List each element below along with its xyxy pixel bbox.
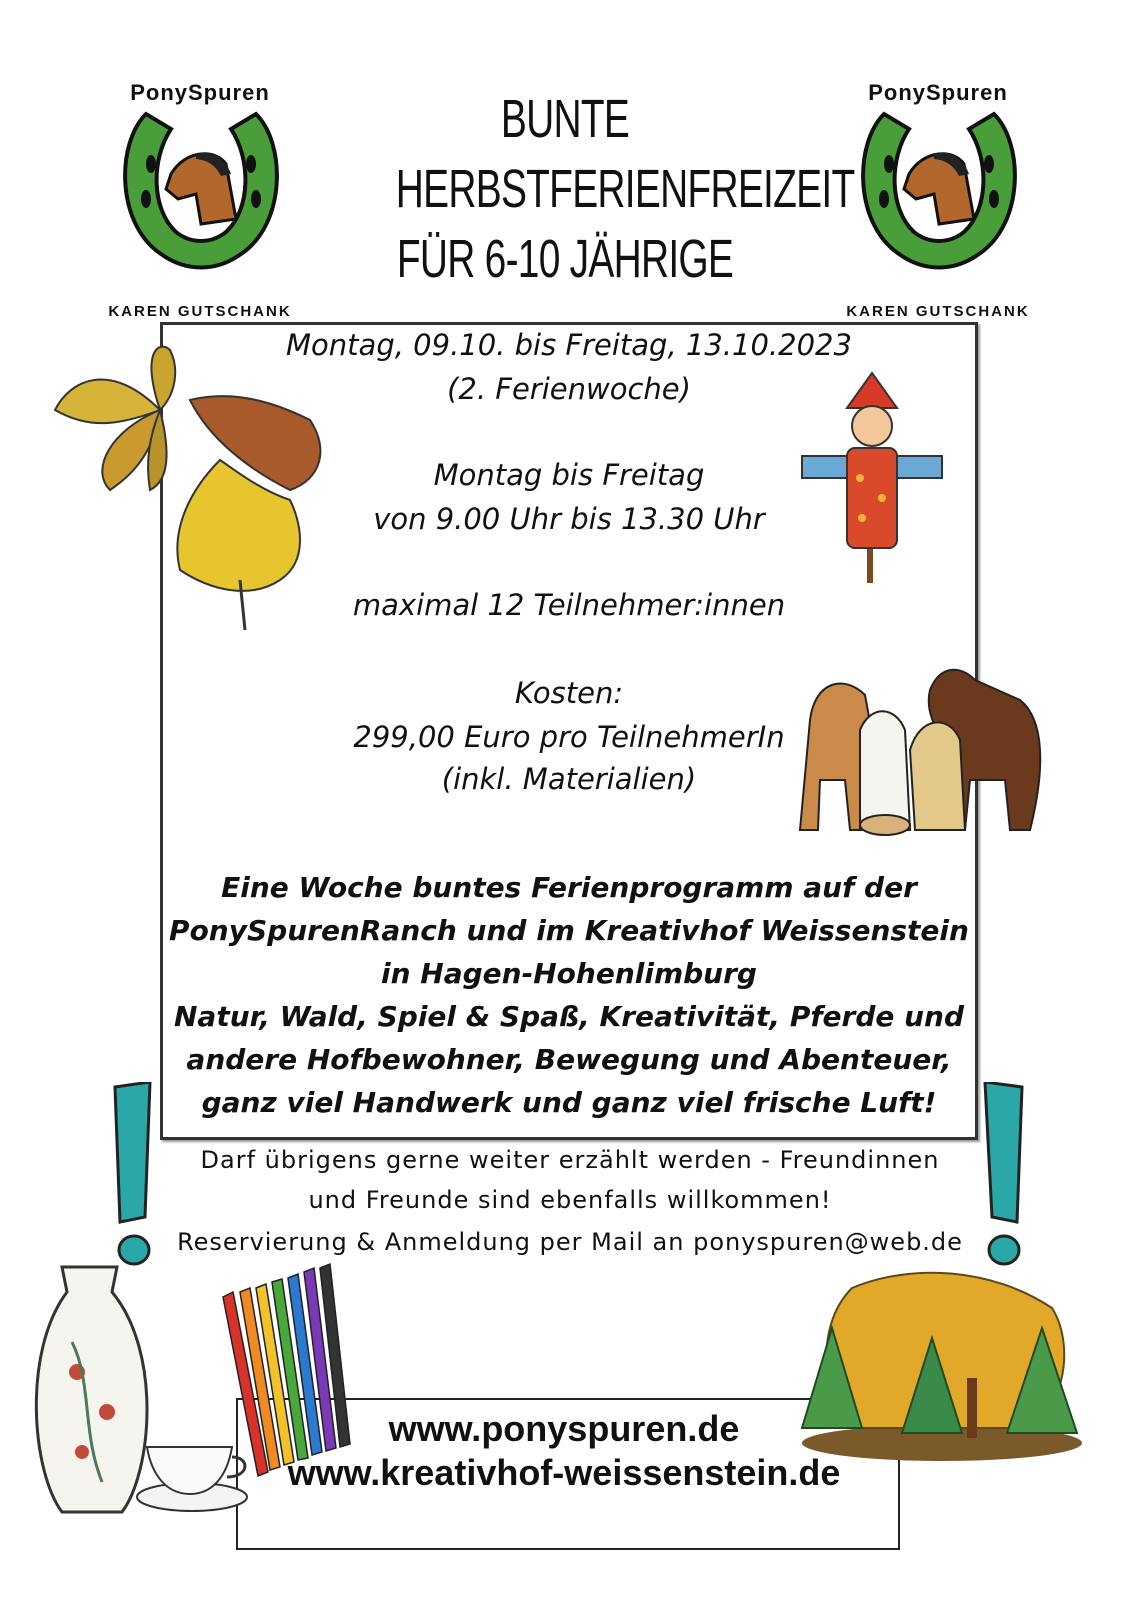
description-line: andere Hofbewohner, Bewegung und Abenteuer, [186,1043,952,1076]
logo-owner: KAREN GUTSCHANK [108,303,292,320]
description-line: ganz viel Handwerk und ganz viel frische Luft! [201,1086,937,1119]
title-line-1: BUNTE [500,89,630,149]
days-text: Montag bis Freitag [433,458,705,492]
description-line: Eine Woche buntes Ferienprogramm auf der [221,871,917,904]
title-line-3: FÜR 6-10 JÄHRIGE [396,229,734,289]
scarecrow-icon [792,368,952,588]
logo-brand: PonySpuren [868,80,1008,105]
logo-right [838,80,1038,320]
hours-text: von 9.00 Uhr bis 13.30 Uhr [373,502,765,536]
dates-text: Montag, 09.10. bis Freitag, 13.10.2023 [286,328,852,362]
horseshoe-horse-logo-icon [116,104,286,284]
note-line-3: Reservierung & Anmeldung per Mail an ponyspuren@web.de [177,1228,963,1256]
logo-left [100,80,300,320]
description-line: in Hagen-Hohenlimburg [381,957,757,990]
exclamation-right-icon [980,1082,1030,1272]
logo-owner: KAREN GUTSCHANK [846,303,1030,320]
week-text: (2. Ferienwoche) [447,372,691,406]
description-line: Natur, Wald, Spiel & Spaß, Kreativität, Pferde und [173,1000,965,1033]
logo-brand: PonySpuren [130,80,270,105]
website-link-kreativhof[interactable]: www.kreativhof-weissenstein.de [287,1452,841,1493]
description-line: PonySpurenRanch und im Kreativhof Weissenstein [169,914,969,947]
autumn-leaves-icon [50,340,350,640]
note-line-1: Darf übrigens gerne weiter erzählt werden - Freundinnen [200,1146,940,1174]
max-participants-text: maximal 12 Teilnehmer:innen [352,588,786,622]
website-link-ponyspuren[interactable]: www.ponyspuren.de [388,1408,740,1449]
cost-label: Kosten: [514,676,624,710]
horseshoe-horse-logo-icon [854,104,1024,284]
horses-and-dogs-icon [790,660,1050,840]
description [160,866,978,1124]
note-line-2: und Freunde sind ebenfalls willkommen! [308,1186,832,1214]
exclamation-left-icon [110,1082,160,1272]
title-line-2: HERBSTFERIENFREIZEIT [395,159,855,219]
flyer-title [395,84,855,294]
cost-note: (inkl. Materialien) [441,762,697,796]
cost-value: 299,00 Euro pro TeilnehmerIn [353,720,785,754]
